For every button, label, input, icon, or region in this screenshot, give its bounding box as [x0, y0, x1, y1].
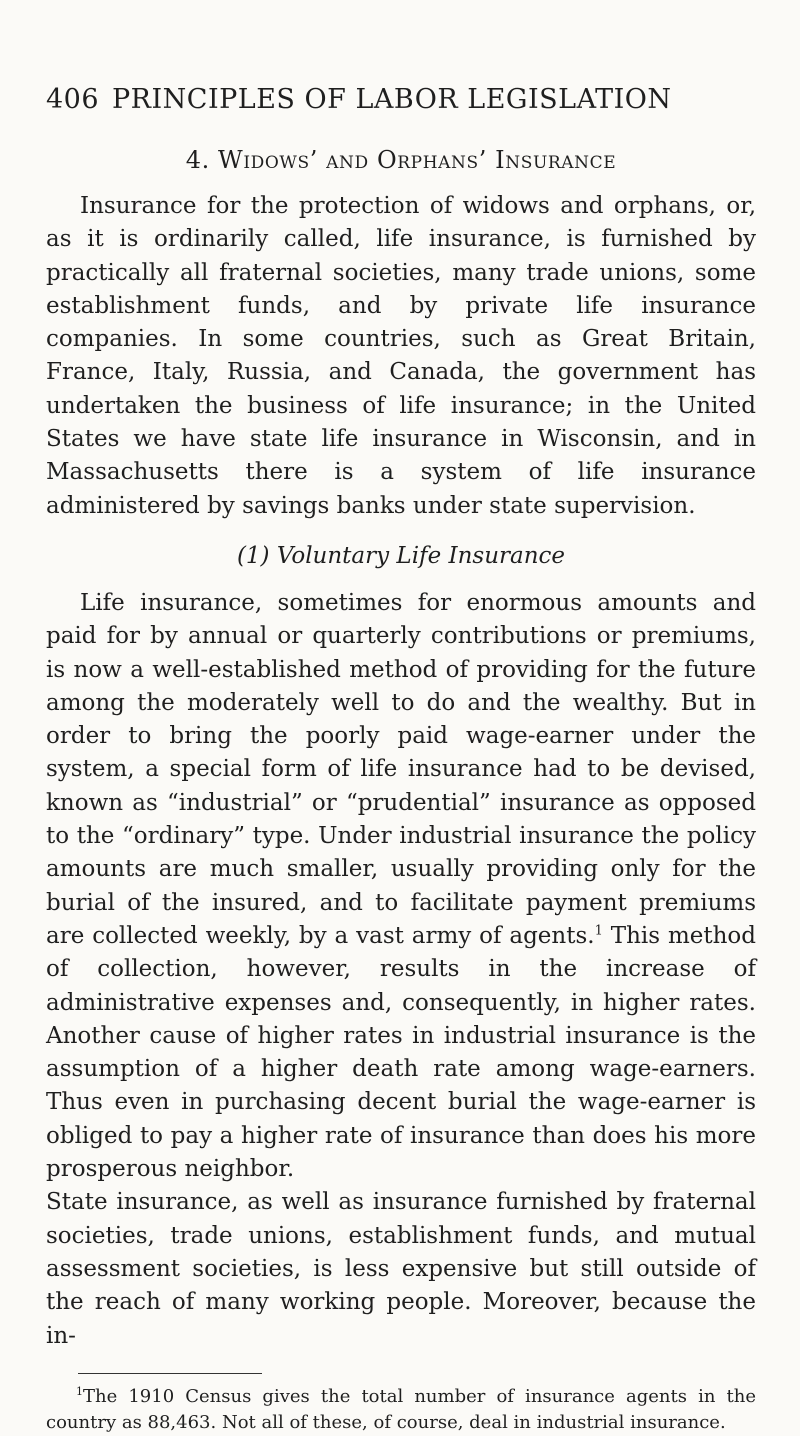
footnote-divider — [78, 1373, 262, 1374]
book-title: PRINCIPLES OF LABOR LEGISLATION — [112, 84, 672, 115]
paragraph-text-b: This method of collection, however, results in the increase of administrative expenses and, consequently, in higher rates. Another cause of higher rates in industrial insurance is the assumption of a higher death rate among wage-earners. Thus even in purchasing decent burial the wage-earner is obliged to pay a higher rate of insurance than does his more prosperous neighbor. — [46, 922, 756, 1183]
running-head — [46, 84, 756, 124]
footnote-marker: 1 — [76, 1384, 83, 1398]
subsection-heading: (1) Voluntary Life Insurance — [236, 542, 566, 569]
footnote — [46, 1384, 756, 1436]
section-paragraph: Insurance for the protection of widows and orphans, or, as it is ordinarily called, life insurance, is furnished by practically all fraternal societies, many trade unions, some establishment funds, and by private life insurance companies. In some countries, such as Great Britain, France, Italy, Russia, and Canada, the government has undertaken the business of life insurance; in the United States we have state life insurance in Wisconsin, and in Massachusetts there is a system of life insurance administered by savings banks under state supervision. — [46, 193, 756, 519]
paragraph-text-a: Life insurance, sometimes for enormous amounts and paid for by annual or quarterly contributions or premiums, is now a well-established method of providing for the future among the moderately well to do and the wealthy. But in order to bring the poorly paid wage-earner under the system, a special form of life insurance had to be devised, known as “industrial” or “prudential” insurance as opposed to the “ordinary” type. Under industrial insurance the policy amounts are much smaller, usually providing only for the burial of the insured, and to facilitate payment premiums are collected weekly, by a vast army of agents. — [46, 589, 756, 949]
subsection-paragraph-2: State insurance, as well as insurance furnished by fraternal societies, trade unions, establishment funds, and mutual assessment societies, is less expensive but still outside of the reach of many working people. Moreover, because the in- — [46, 1189, 756, 1349]
page-number: 406 — [46, 84, 100, 115]
section-heading: 4. Widows’ and Orphans’ Insurance — [185, 146, 617, 174]
footnote-text: The 1910 Census gives the total number of insurance agents in the country as 88,463. Not all of these, of course, deal in industrial insurance. — [46, 1385, 756, 1433]
subsection-paragraph-1 — [46, 587, 756, 1186]
footnote-reference: 1 — [594, 923, 603, 939]
